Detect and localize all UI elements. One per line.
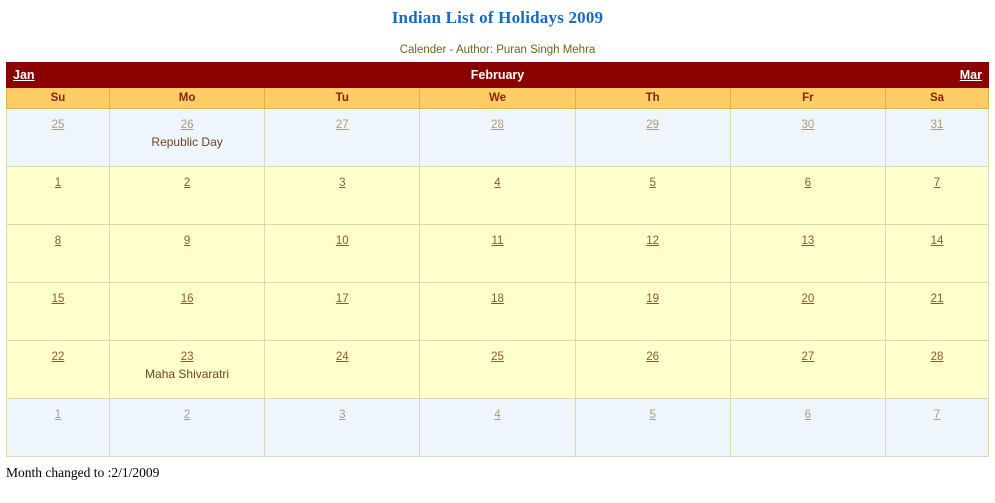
calendar-day-cell[interactable] bbox=[886, 109, 989, 167]
calendar-day-cell[interactable] bbox=[110, 399, 265, 457]
day-number-link[interactable]: 7 bbox=[933, 177, 941, 189]
calendar-day-cell[interactable] bbox=[7, 283, 110, 341]
calendar-day-cell[interactable] bbox=[575, 399, 730, 457]
calendar-day-cell[interactable] bbox=[730, 225, 885, 283]
day-number-link[interactable]: 15 bbox=[51, 293, 65, 305]
calendar-day-cell[interactable] bbox=[110, 225, 265, 283]
day-number-link[interactable]: 27 bbox=[801, 351, 815, 363]
calendar-day-cell[interactable] bbox=[265, 399, 420, 457]
calendar-day-cell[interactable] bbox=[730, 399, 885, 457]
calendar-day-cell[interactable] bbox=[7, 167, 110, 225]
day-number-link[interactable]: 9 bbox=[183, 235, 191, 247]
calendar-day-cell[interactable] bbox=[110, 109, 265, 167]
day-number-link[interactable]: 17 bbox=[335, 293, 349, 305]
day-number-link[interactable]: 2 bbox=[183, 177, 191, 189]
calendar-day-cell[interactable] bbox=[886, 225, 989, 283]
page-subtitle: Calender - Author: Puran Singh Mehra bbox=[399, 44, 596, 56]
calendar-day-cell[interactable] bbox=[730, 341, 885, 399]
calendar-day-cell[interactable] bbox=[886, 167, 989, 225]
calendar-day-cell[interactable] bbox=[886, 399, 989, 457]
calendar-day-cell[interactable] bbox=[730, 109, 885, 167]
calendar-day-cell[interactable] bbox=[420, 283, 575, 341]
dow-we: We bbox=[420, 88, 575, 109]
calendar-week-row bbox=[7, 283, 989, 341]
calendar-day-cell[interactable] bbox=[265, 283, 420, 341]
day-number-link[interactable]: 27 bbox=[335, 119, 349, 131]
holiday-label: Republic Day bbox=[151, 135, 223, 149]
day-number-link[interactable]: 24 bbox=[335, 351, 349, 363]
calendar-day-cell[interactable] bbox=[420, 225, 575, 283]
calendar-day-cell[interactable] bbox=[575, 225, 730, 283]
calendar-week-row bbox=[7, 399, 989, 457]
day-number-link[interactable]: 6 bbox=[804, 177, 812, 189]
day-number-link[interactable]: 3 bbox=[339, 409, 346, 421]
day-number-link[interactable]: 3 bbox=[339, 177, 346, 189]
prev-month-cell[interactable] bbox=[7, 63, 110, 88]
calendar-day-cell[interactable] bbox=[420, 109, 575, 167]
day-number-link[interactable]: 1 bbox=[54, 177, 62, 189]
day-number-link[interactable]: 19 bbox=[646, 293, 660, 305]
calendar-day-cell[interactable] bbox=[7, 399, 110, 457]
day-number-link[interactable]: 28 bbox=[491, 119, 504, 131]
calendar-day-cell[interactable] bbox=[7, 341, 110, 399]
calendar-body bbox=[7, 63, 989, 457]
day-number-link[interactable]: 8 bbox=[54, 235, 62, 247]
calendar-day-cell[interactable] bbox=[110, 167, 265, 225]
calendar-day-cell[interactable] bbox=[265, 109, 420, 167]
status-bar: Month changed to :2/1/2009 bbox=[6, 465, 160, 480]
dow-th: Th bbox=[575, 88, 730, 109]
calendar-day-cell[interactable] bbox=[7, 225, 110, 283]
calendar-day-cell[interactable] bbox=[7, 109, 110, 167]
day-number-link[interactable]: 28 bbox=[930, 351, 944, 363]
calendar-day-cell[interactable] bbox=[110, 283, 265, 341]
day-number-link[interactable]: 25 bbox=[491, 351, 504, 363]
day-number-link[interactable]: 20 bbox=[801, 293, 815, 305]
day-number-link[interactable]: 14 bbox=[930, 235, 944, 247]
calendar-day-cell[interactable] bbox=[575, 283, 730, 341]
day-number-link[interactable]: 21 bbox=[930, 293, 944, 305]
dow-fr: Fr bbox=[730, 88, 885, 109]
calendar-day-cell[interactable] bbox=[886, 341, 989, 399]
calendar-day-cell[interactable] bbox=[420, 399, 575, 457]
day-number-link[interactable]: 4 bbox=[494, 177, 501, 189]
calendar-day-cell[interactable] bbox=[730, 283, 885, 341]
dow-sa: Sa bbox=[886, 88, 989, 109]
day-number-link[interactable]: 30 bbox=[801, 119, 815, 131]
calendar-day-cell[interactable] bbox=[730, 167, 885, 225]
dow-mo: Mo bbox=[110, 88, 265, 109]
calendar-day-cell[interactable] bbox=[110, 341, 265, 399]
prev-month-link[interactable]: Jan bbox=[13, 68, 35, 82]
day-number-link[interactable]: 29 bbox=[646, 119, 660, 131]
day-number-link[interactable]: 6 bbox=[804, 409, 812, 421]
day-number-link[interactable]: 13 bbox=[801, 235, 815, 247]
day-number-link[interactable]: 26 bbox=[646, 351, 660, 363]
day-number-link[interactable]: 12 bbox=[646, 235, 660, 247]
calendar-table bbox=[6, 62, 989, 457]
next-month-cell[interactable] bbox=[886, 63, 989, 88]
day-number-link[interactable]: 23 bbox=[180, 351, 194, 363]
calendar-week-row bbox=[7, 167, 989, 225]
calendar-day-cell[interactable] bbox=[265, 225, 420, 283]
calendar-week-row bbox=[7, 109, 989, 167]
day-number-link[interactable]: 26 bbox=[180, 119, 194, 131]
day-number-link[interactable]: 22 bbox=[51, 351, 65, 363]
day-number-link[interactable]: 16 bbox=[180, 293, 194, 305]
calendar-day-cell[interactable] bbox=[575, 341, 730, 399]
day-number-link[interactable]: 25 bbox=[51, 119, 65, 131]
calendar-day-cell[interactable] bbox=[265, 167, 420, 225]
holiday-label: Maha Shivaratri bbox=[145, 367, 230, 381]
calendar-month-header bbox=[7, 63, 989, 88]
dow-tu: Tu bbox=[265, 88, 420, 109]
calendar-week-row bbox=[7, 341, 989, 399]
day-number-link[interactable]: 4 bbox=[494, 409, 501, 421]
day-number-link[interactable]: 11 bbox=[491, 235, 504, 247]
calendar-day-cell[interactable] bbox=[575, 167, 730, 225]
day-number-link[interactable]: 7 bbox=[933, 409, 941, 421]
day-number-link[interactable]: 2 bbox=[183, 409, 191, 421]
day-number-link[interactable]: 5 bbox=[649, 177, 656, 189]
page-title: Indian List of Holidays 2009 bbox=[391, 8, 604, 27]
calendar-day-cell[interactable] bbox=[420, 167, 575, 225]
day-number-link[interactable]: 5 bbox=[649, 409, 656, 421]
calendar-day-cell[interactable] bbox=[265, 341, 420, 399]
next-month-link[interactable]: Mar bbox=[959, 68, 982, 82]
calendar-day-cell[interactable] bbox=[420, 341, 575, 399]
day-number-link[interactable]: 18 bbox=[491, 293, 504, 305]
calendar-day-cell[interactable] bbox=[575, 109, 730, 167]
calendar-week-row bbox=[7, 225, 989, 283]
current-month-label: February bbox=[110, 63, 886, 88]
dow-su: Su bbox=[7, 88, 110, 109]
calendar-day-cell[interactable] bbox=[886, 283, 989, 341]
day-number-link[interactable]: 1 bbox=[54, 409, 62, 421]
day-number-link[interactable]: 10 bbox=[335, 235, 349, 247]
day-of-week-header bbox=[7, 88, 989, 109]
day-number-link[interactable]: 31 bbox=[930, 119, 944, 131]
